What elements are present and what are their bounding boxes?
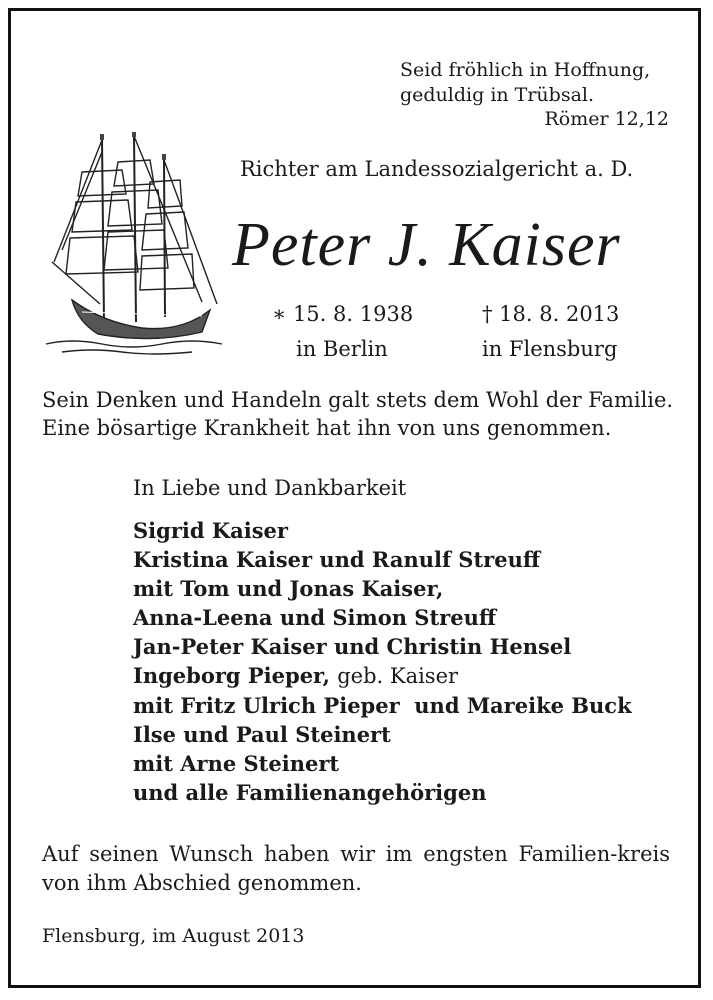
birth-place: in Berlin [296,337,388,361]
mourner-line: Anna-Leena und Simon Streuff [133,605,497,630]
closing-text: Auf seinen Wunsch haben wir im engsten Familien-kreis von ihm Abschied genommen. [42,842,670,895]
deceased-title: Richter am Landessozialgericht a. D. [240,157,634,181]
intro-line-1: Sein Denken und Handeln galt stets dem Wohl der Familie. [42,388,674,412]
mourner-line: mit Arne Steinert [133,751,340,776]
mourner-line: Kristina Kaiser und Ranulf Streuff [133,547,541,572]
verse-reference: Römer 12,12 [544,108,669,130]
mourners-list [133,516,632,807]
place-date: Flensburg, im August 2013 [42,925,305,947]
mourner-line: Ilse und Paul Steinert [133,722,391,747]
deceased-name: Peter J. Kaiser [232,211,621,279]
mourner-line: mit Tom und Jonas Kaiser, [133,576,444,601]
verse-line-2: geduldig in Trübsal. [400,84,595,106]
mourner-line: mit Fritz Ulrich Pieper und Mareike Buck [133,693,632,718]
death-place: in Flensburg [482,337,618,361]
intro-text [42,386,673,442]
verse-line-1: Seid fröhlich in Hoffnung, [400,59,651,81]
birth-date: ∗ 15. 8. 1938 [272,302,414,326]
bible-verse [400,58,650,108]
sailing-ship-illustration [42,132,227,357]
mourner-line [133,661,632,691]
mourner-line: Sigrid Kaiser [133,518,288,543]
death-date: † 18. 8. 2013 [482,302,620,326]
greeting: In Liebe und Dankbarkeit [133,476,407,500]
mourner-maiden-name: geb. Kaiser [337,664,459,688]
mourner-line: und alle Familienangehörigen [133,780,487,805]
mourner-line: Jan-Peter Kaiser und Christin Hensel [133,634,572,659]
intro-line-2: Eine bösartige Krankheit hat ihn von uns genommen. [42,416,612,440]
mourner-name: Ingeborg Pieper, [133,663,330,688]
